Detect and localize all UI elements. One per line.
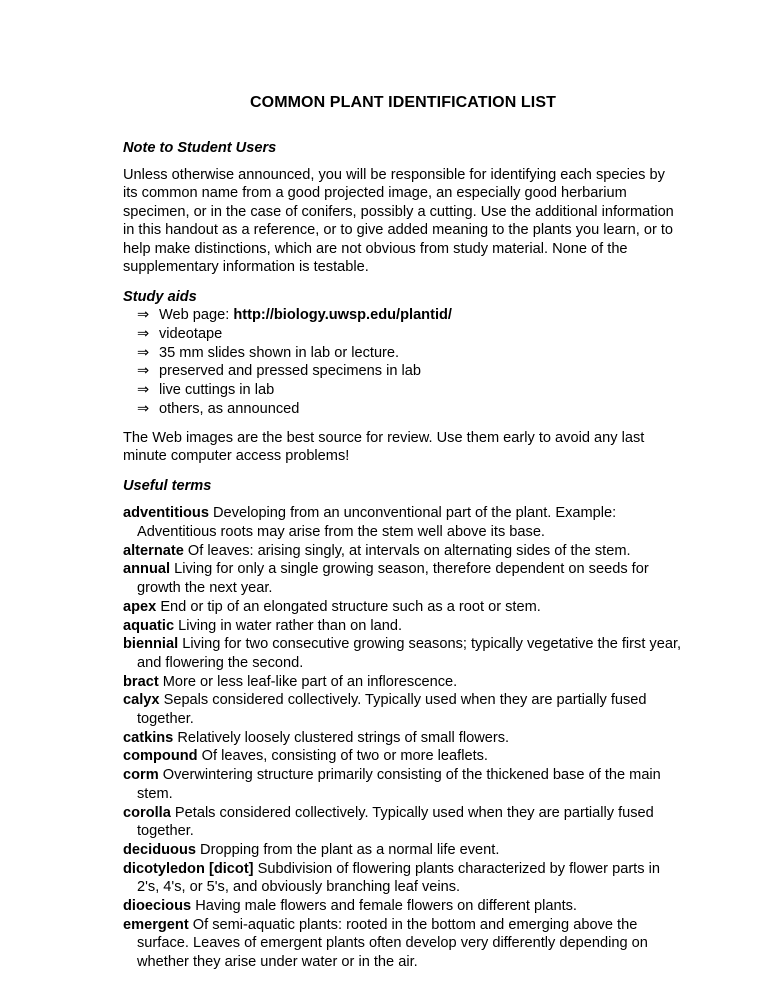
glossary-entry: [123, 673, 683, 692]
study-aid-text: videotape: [159, 325, 223, 342]
glossary-entry: [123, 560, 683, 597]
glossary-term: bract: [123, 673, 159, 690]
glossary-entry: [123, 841, 683, 860]
note-heading: Note to Student Users: [123, 140, 277, 156]
glossary-definition: Of semi-aquatic plants: rooted in the bottom and emerging above the surface. Leaves of emergent plants often develop very differently depending on whether they arise under water or in the air.: [137, 916, 648, 971]
document-page: [123, 94, 683, 972]
glossary-term: deciduous: [123, 841, 196, 858]
glossary-term: emergent: [123, 916, 189, 933]
glossary-definition: Overwintering structure primarily consisting of the thickened base of the main stem.: [137, 767, 661, 802]
glossary-entry: [123, 504, 683, 541]
study-aids-heading: Study aids: [123, 288, 197, 305]
arrow-icon: ⇒: [137, 307, 150, 323]
glossary-term: corolla: [123, 804, 171, 821]
study-aid-item: [137, 381, 683, 400]
arrow-icon: ⇒: [137, 325, 150, 342]
glossary-term: annual: [123, 561, 171, 578]
glossary-term: dicotyledon: [123, 860, 205, 877]
glossary-entry: [123, 860, 683, 897]
glossary-definition: Living in water rather than on land.: [178, 617, 403, 634]
glossary-entry: [123, 747, 683, 766]
arrow-icon: ⇒: [137, 382, 150, 399]
glossary-term: adventitious: [123, 505, 209, 522]
glossary-definition: Relatively loosely clustered strings of small flowers.: [177, 729, 510, 746]
glossary-definition: Subdivision of flowering plants characterized by flower parts in 2's, 4's, or 5's, and obviously branching leaf veins.: [137, 860, 660, 896]
glossary-definition: Developing from an unconventional part of the plant. Example: Adventitious roots may arise from the stem well above its base.: [137, 505, 617, 540]
study-aid-item: [137, 362, 683, 381]
glossary-term: apex: [123, 598, 157, 615]
study-aids-footer: The Web images are the best source for review. Use them early to avoid any last minute computer access problems!: [123, 429, 645, 465]
glossary-definition: Living for two consecutive growing seasons; typically vegetative the first year, and flowering the second.: [137, 636, 682, 671]
glossary-entry: [123, 598, 683, 617]
study-aids-list: [123, 306, 683, 419]
study-aid-text: live cuttings in lab: [159, 382, 275, 399]
arrow-icon: ⇒: [137, 344, 150, 361]
glossary-definition: Dropping from the plant as a normal life event.: [200, 841, 500, 858]
study-aid-item: [137, 344, 683, 363]
glossary-entry: [123, 635, 683, 672]
glossary-entry: [123, 617, 683, 636]
glossary-term: dioecious: [123, 898, 192, 915]
terms-list: [123, 504, 683, 972]
glossary-entry: [123, 916, 683, 972]
study-aid-text: others, as announced: [159, 400, 300, 417]
study-aid-text: preserved and pressed specimens in lab: [159, 363, 422, 380]
glossary-definition: Living for only a single growing season, therefore dependent on seeds for growth the next year.: [137, 561, 649, 597]
glossary-term: biennial: [123, 636, 179, 653]
arrow-icon: ⇒: [137, 400, 150, 417]
glossary-entry: [123, 542, 683, 561]
glossary-definition: More or less leaf-like part of an inflorescence.: [162, 673, 458, 690]
glossary-definition: Of leaves, consisting of two or more leaflets.: [201, 748, 488, 765]
glossary-definition: Petals considered collectively. Typically used when they are partially fused together.: [137, 804, 654, 840]
study-aid-item: [137, 306, 683, 325]
arrow-icon: ⇒: [137, 363, 150, 380]
glossary-abbreviation: [dicot]: [208, 860, 254, 877]
glossary-entry: [123, 804, 683, 841]
useful-terms-heading: Useful terms: [123, 477, 212, 494]
glossary-term: compound: [123, 748, 198, 765]
glossary-entry: [123, 897, 683, 916]
glossary-entry: [123, 691, 683, 728]
glossary-definition: End or tip of an elongated structure such as a root or stem.: [160, 598, 541, 615]
study-aid-item: [137, 325, 683, 344]
study-aid-item: [137, 400, 683, 419]
glossary-definition: Of leaves: arising singly, at intervals on alternating sides of the stem.: [187, 542, 631, 559]
study-aid-text: 35 mm slides shown in lab or lecture.: [159, 344, 400, 361]
document-title: COMMON PLANT IDENTIFICATION LIST: [250, 94, 556, 111]
study-aid-link[interactable]: http://biology.uwsp.edu/plantid/: [233, 307, 452, 323]
glossary-term: catkins: [123, 729, 174, 746]
glossary-definition: Sepals considered collectively. Typically used when they are partially fused together.: [137, 692, 647, 728]
glossary-entry: [123, 766, 683, 803]
study-aid-text: Web page:: [159, 307, 234, 323]
glossary-term: corm: [123, 767, 159, 784]
glossary-definition: Having male flowers and female flowers on different plants.: [195, 898, 577, 915]
note-body: Unless otherwise announced, you will be responsible for identifying each species by its common name from a good projected image, an especially good herbarium specimen, or in the case of conifers, possibly a cutting. Use the additional information in this handout as a reference, or to give added meaning to the plants you learn, or to help make distinctions, which are not obvious from study material. None of the supplementary information is testable.: [123, 166, 674, 275]
glossary-term: aquatic: [123, 617, 175, 634]
glossary-term: alternate: [123, 542, 184, 559]
glossary-term: calyx: [123, 692, 160, 709]
glossary-entry: [123, 729, 683, 748]
